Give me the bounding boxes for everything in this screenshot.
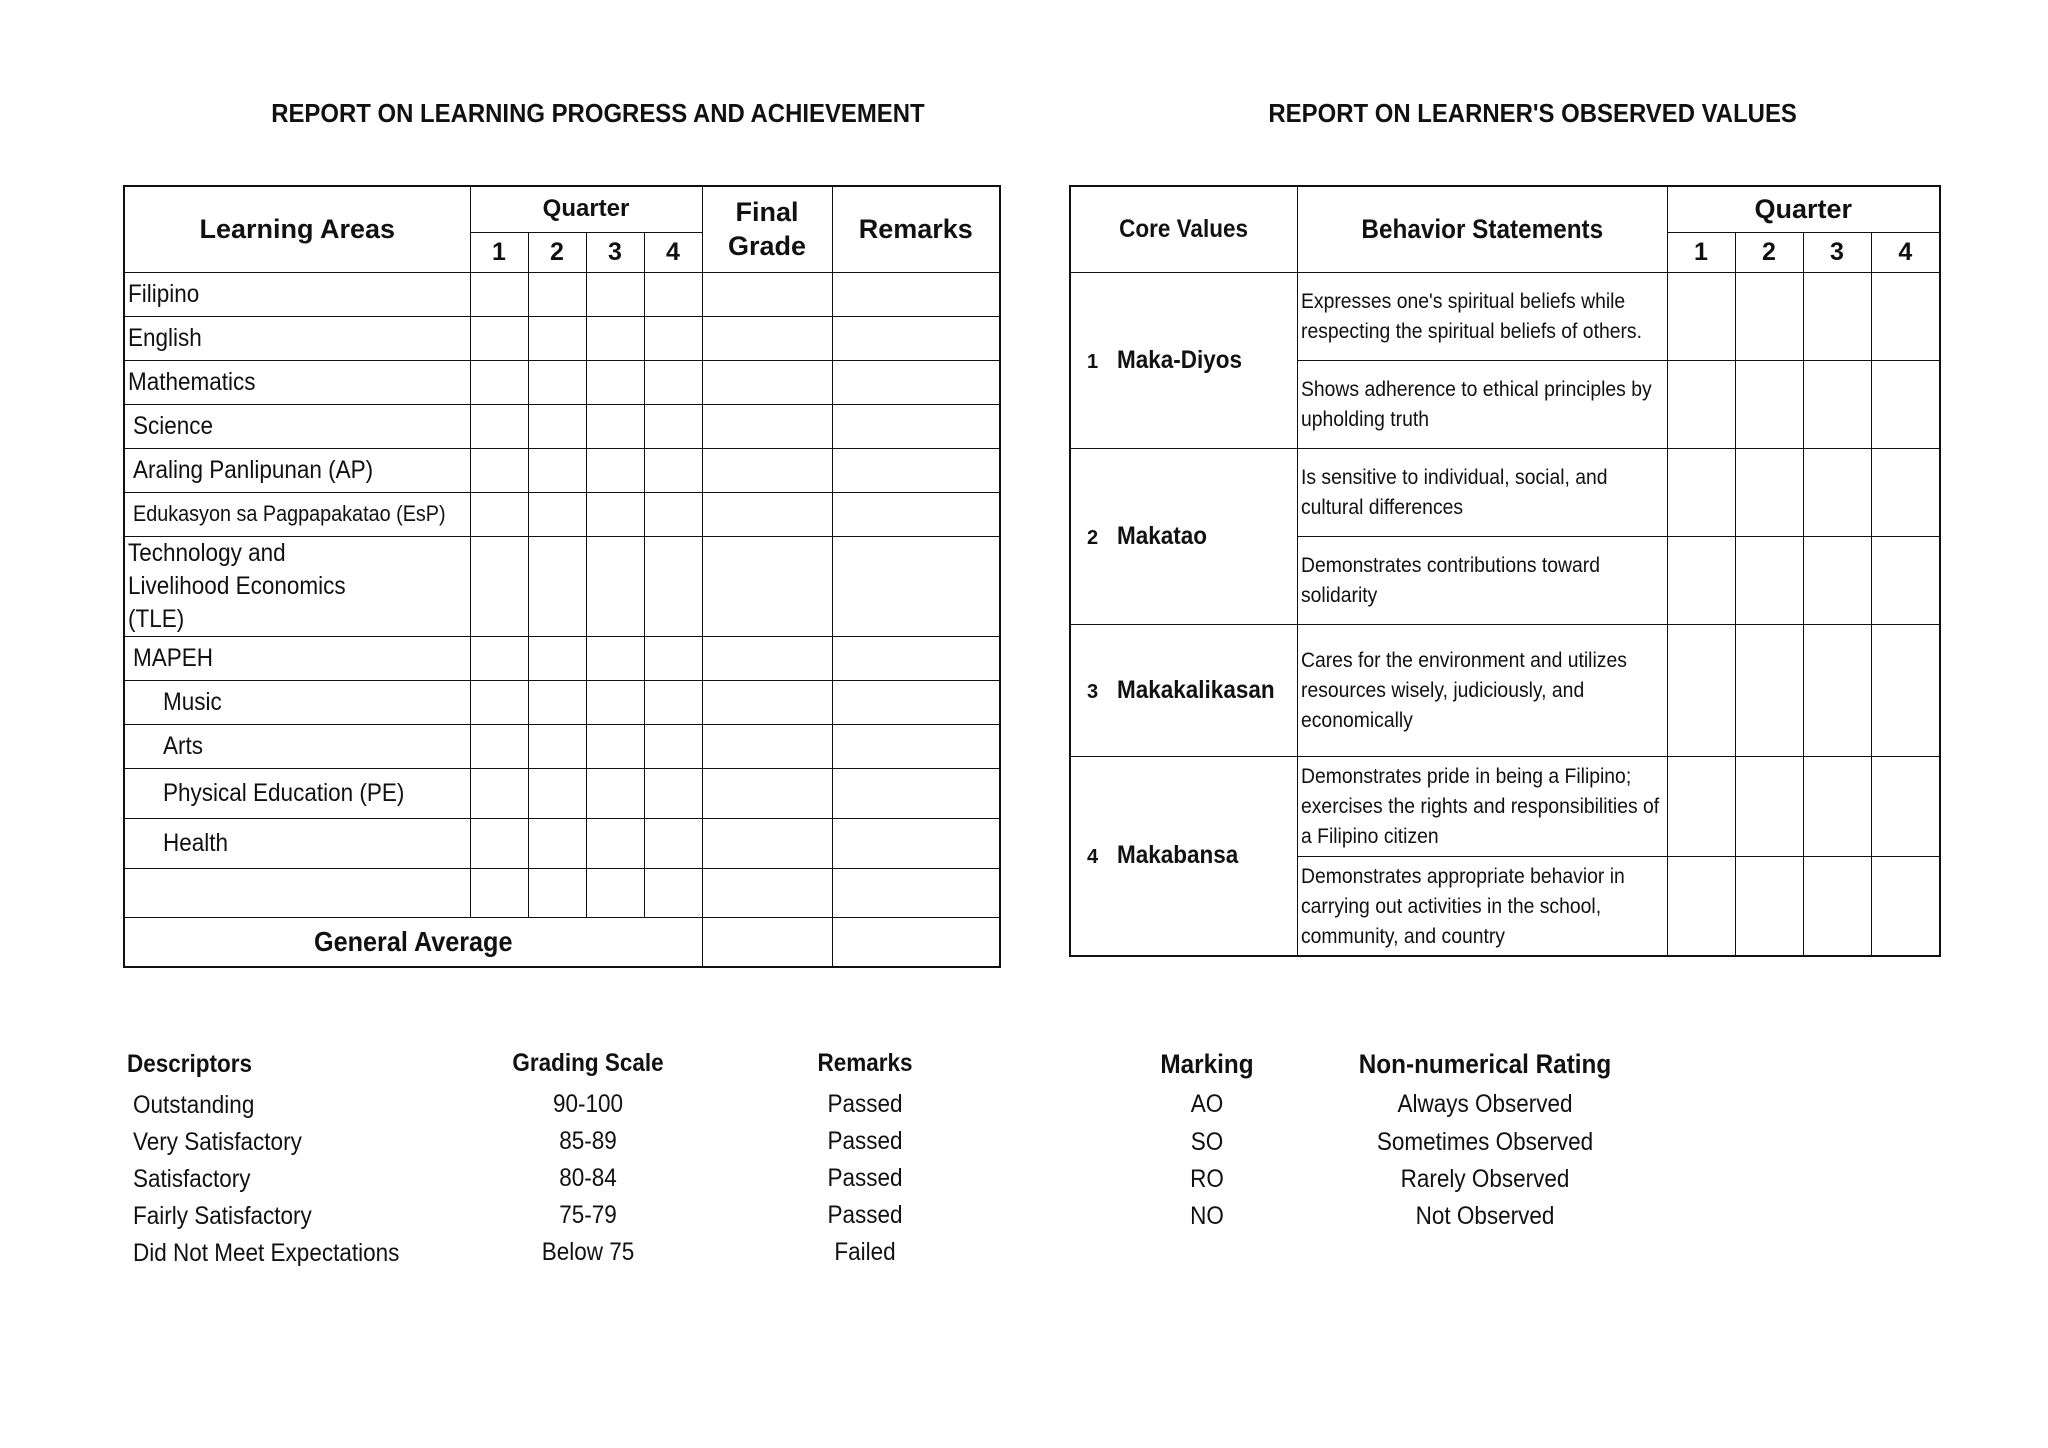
grading-scale-header: Grading Scale bbox=[512, 1049, 664, 1077]
grading-scale-item: 85-89 bbox=[559, 1127, 617, 1155]
descriptor-item: Fairly Satisfactory bbox=[133, 1202, 312, 1230]
descriptor-item: Outstanding bbox=[133, 1091, 255, 1119]
behavior-statement: Expresses one's spiritual beliefs while respecting the spiritual beliefs of others. bbox=[1297, 272, 1667, 360]
behavior-statement: Shows adherence to ethical principles by upholding truth bbox=[1297, 360, 1667, 448]
quarter-2-header: 2 bbox=[528, 232, 586, 272]
learning-area: Physical Education (PE) bbox=[124, 768, 470, 818]
behavior-statement: Is sensitive to individual, social, and cultural differences bbox=[1297, 448, 1667, 536]
learning-area: Araling Panlipunan (AP) bbox=[124, 448, 470, 492]
non-numerical-rating-header: Non-numerical Rating bbox=[1358, 1049, 1612, 1079]
descriptor-item: Did Not Meet Expectations bbox=[133, 1239, 400, 1267]
remarks-item: Passed bbox=[827, 1201, 903, 1229]
learning-area: Music bbox=[124, 680, 470, 724]
quarter-header: Quarter bbox=[1667, 186, 1940, 232]
remarks-item: Passed bbox=[827, 1164, 903, 1192]
learning-area: Edukasyon sa Pagpapakatao (EsP) bbox=[124, 492, 470, 536]
remarks-header: Remarks bbox=[832, 186, 1000, 272]
quarter-header: Quarter bbox=[470, 186, 702, 232]
descriptor-item: Satisfactory bbox=[133, 1165, 251, 1193]
learning-area: English bbox=[124, 316, 470, 360]
behavior-statements-header: Behavior Statements bbox=[1297, 186, 1667, 272]
remarks-item: Failed bbox=[834, 1238, 896, 1266]
quarter-4-header: 4 bbox=[1871, 232, 1940, 272]
rating-item: Rarely Observed bbox=[1400, 1165, 1570, 1193]
marking-item: SO bbox=[1190, 1128, 1224, 1156]
marking-header: Marking bbox=[1160, 1049, 1254, 1079]
general-average-label: General Average bbox=[124, 917, 702, 967]
grading-scale-item: 75-79 bbox=[559, 1201, 617, 1229]
learning-area: MAPEH bbox=[124, 636, 470, 680]
rating-item: Sometimes Observed bbox=[1376, 1128, 1594, 1156]
grading-scale-item: 80-84 bbox=[559, 1164, 617, 1192]
descriptor-item: Very Satisfactory bbox=[133, 1128, 302, 1156]
quarter-2-header: 2 bbox=[1735, 232, 1803, 272]
final-grade-header: Final Grade bbox=[702, 186, 832, 272]
behavior-statement: Demonstrates contributions toward solidarity bbox=[1297, 536, 1667, 624]
marking-item: NO bbox=[1190, 1202, 1224, 1230]
remarks-item: Passed bbox=[827, 1090, 903, 1118]
learning-area: Science bbox=[124, 404, 470, 448]
marking-item: AO bbox=[1190, 1090, 1224, 1118]
behavior-statement: Demonstrates pride in being a Filipino; exercises the rights and responsibilities of a Filipino citizen bbox=[1297, 756, 1667, 856]
core-values-header: Core Values bbox=[1070, 186, 1297, 272]
legend-remarks-header: Remarks bbox=[817, 1049, 913, 1077]
quarter-1-header: 1 bbox=[470, 232, 528, 272]
core-value-makakalikasan: 3 Makakalikasan bbox=[1070, 624, 1297, 756]
remarks-item: Passed bbox=[827, 1127, 903, 1155]
behavior-statement: Demonstrates appropriate behavior in carrying out activities in the school, community, and country bbox=[1297, 856, 1667, 956]
learning-progress-title: REPORT ON LEARNING PROGRESS AND ACHIEVEMENT bbox=[271, 98, 925, 128]
core-value-makabansa: 4 Makabansa bbox=[1070, 756, 1297, 956]
learning-area: Mathematics bbox=[124, 360, 470, 404]
learning-area: Filipino bbox=[124, 272, 470, 316]
quarter-1-header: 1 bbox=[1667, 232, 1735, 272]
learning-area: Technology and Livelihood Economics (TLE) bbox=[124, 536, 470, 636]
quarter-4-header: 4 bbox=[644, 232, 702, 272]
grading-scale-item: Below 75 bbox=[541, 1238, 635, 1266]
rating-item: Not Observed bbox=[1415, 1202, 1555, 1230]
learning-areas-header: Learning Areas bbox=[124, 186, 470, 272]
observed-values-title: REPORT ON LEARNER'S OBSERVED VALUES bbox=[1268, 98, 1797, 128]
learning-area: Health bbox=[124, 818, 470, 868]
quarter-3-header: 3 bbox=[586, 232, 644, 272]
learning-area: Arts bbox=[124, 724, 470, 768]
rating-item: Always Observed bbox=[1397, 1090, 1573, 1118]
descriptors-header: Descriptors bbox=[127, 1050, 253, 1078]
grading-scale-item: 90-100 bbox=[552, 1090, 624, 1118]
marking-item: RO bbox=[1190, 1165, 1224, 1193]
core-value-maka-diyos: 1 Maka-Diyos bbox=[1070, 272, 1297, 448]
quarter-3-header: 3 bbox=[1803, 232, 1871, 272]
behavior-statement: Cares for the environment and utilizes resources wisely, judiciously, and economically bbox=[1297, 624, 1667, 756]
core-value-makatao: 2 Makatao bbox=[1070, 448, 1297, 624]
